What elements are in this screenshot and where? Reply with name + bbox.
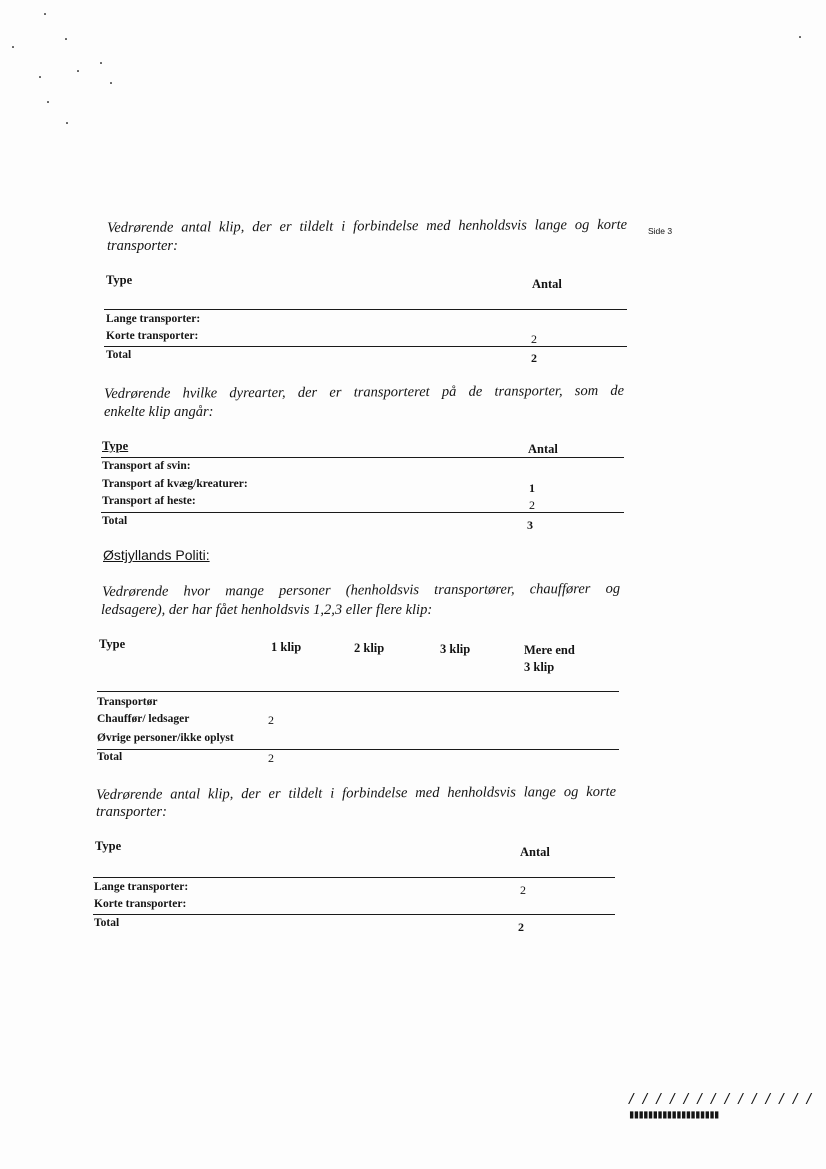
section2-row-value: 1 bbox=[529, 481, 535, 495]
barcode-top-row: / / / / / / / / / / / / / / bbox=[628, 1092, 813, 1107]
section2-total-rule bbox=[101, 512, 624, 513]
section4-total-value: 2 bbox=[518, 920, 524, 934]
section4-row-label: Lange transporter: bbox=[94, 881, 189, 893]
police-heading: Østjyllands Politi: bbox=[103, 547, 210, 563]
section2-intro-line1: Vedrørende hvilke dyrearter, der er transporteret på de transporter, som de bbox=[104, 382, 625, 402]
section1-header-rule bbox=[104, 309, 627, 310]
section1-intro-line1: Vedrørende antal klip, der er tildelt i forbindelse med henholdsvis lange og korte bbox=[107, 216, 628, 236]
page-number-label: Side 3 bbox=[648, 226, 673, 236]
section1-intro bbox=[107, 216, 627, 238]
section3-intro-line2: ledsagere), der har fået henholdsvis 1,2,3 eller flere klip: bbox=[101, 602, 433, 618]
section4-col-type: Type bbox=[95, 839, 122, 853]
section2-row-value: 2 bbox=[529, 498, 535, 512]
section3-intro-line1: Vedrørende hvor mange personer (henholdsvis transportører, chauffører og bbox=[102, 580, 621, 600]
section2-intro bbox=[104, 382, 624, 404]
section4-intro-line1: Vedrørende antal klip, der er tildelt i forbindelse med henholdsvis lange og korte bbox=[96, 783, 617, 803]
section4-total-label: Total bbox=[94, 917, 120, 929]
section3-header-rule bbox=[97, 691, 619, 692]
section3-total-value: 2 bbox=[268, 751, 274, 765]
section2-total-value: 3 bbox=[527, 518, 533, 532]
section3-col-2klip: 2 klip bbox=[354, 641, 385, 655]
section1-col-antal: Antal bbox=[532, 277, 562, 291]
section3-row-value: 2 bbox=[268, 713, 274, 727]
section1-total-rule bbox=[104, 346, 627, 347]
section1-row-label: Lange transporter: bbox=[106, 313, 201, 325]
section3-row-label: Chauffør/ ledsager bbox=[97, 713, 190, 725]
section3-col-3klip: 3 klip bbox=[440, 642, 471, 656]
section3-col-type: Type bbox=[99, 637, 126, 651]
section3-row-label: Øvrige personer/ikke oplyst bbox=[97, 732, 234, 744]
section1-row-label: Korte transporter: bbox=[106, 330, 199, 342]
section4-col-antal: Antal bbox=[520, 845, 550, 859]
document-barcode bbox=[628, 1093, 812, 1121]
section3-total-rule bbox=[97, 749, 619, 750]
section4-header-rule bbox=[93, 877, 615, 878]
section2-total-label: Total bbox=[102, 515, 128, 527]
section1-col-type: Type bbox=[106, 273, 133, 287]
barcode-bottom-row: ▮▮▮▮▮▮▮▮▮▮▮▮▮▮▮▮▮▮▮ bbox=[628, 1107, 718, 1121]
section3-total-label: Total bbox=[97, 751, 123, 763]
section1-total-label: Total bbox=[106, 349, 132, 361]
section4-intro bbox=[96, 783, 616, 805]
section3-col-more-line1: Mere end bbox=[524, 643, 575, 657]
section4-intro-line2: transporter: bbox=[96, 804, 167, 820]
section4-total-rule bbox=[93, 914, 615, 915]
section2-col-antal: Antal bbox=[528, 442, 558, 456]
section1-row-value: 2 bbox=[531, 332, 537, 346]
section3-row-label: Transportør bbox=[97, 696, 158, 708]
section2-row-label: Transport af heste: bbox=[102, 495, 196, 507]
section3-col-more-line2: 3 klip bbox=[524, 660, 555, 674]
section3-col-1klip: 1 klip bbox=[271, 640, 302, 654]
section2-row-label: Transport af svin: bbox=[102, 460, 191, 472]
section2-col-type: Type bbox=[102, 439, 129, 453]
section4-row-value: 2 bbox=[520, 883, 526, 897]
section2-intro-line2: enkelte klip angår: bbox=[104, 404, 214, 420]
section2-row-label: Transport af kvæg/kreaturer: bbox=[102, 478, 248, 490]
section1-total-value: 2 bbox=[531, 351, 537, 365]
section1-intro-line2: transporter: bbox=[107, 238, 178, 254]
section2-header-rule bbox=[101, 457, 624, 458]
section3-intro bbox=[102, 580, 620, 602]
section4-row-label: Korte transporter: bbox=[94, 898, 187, 910]
